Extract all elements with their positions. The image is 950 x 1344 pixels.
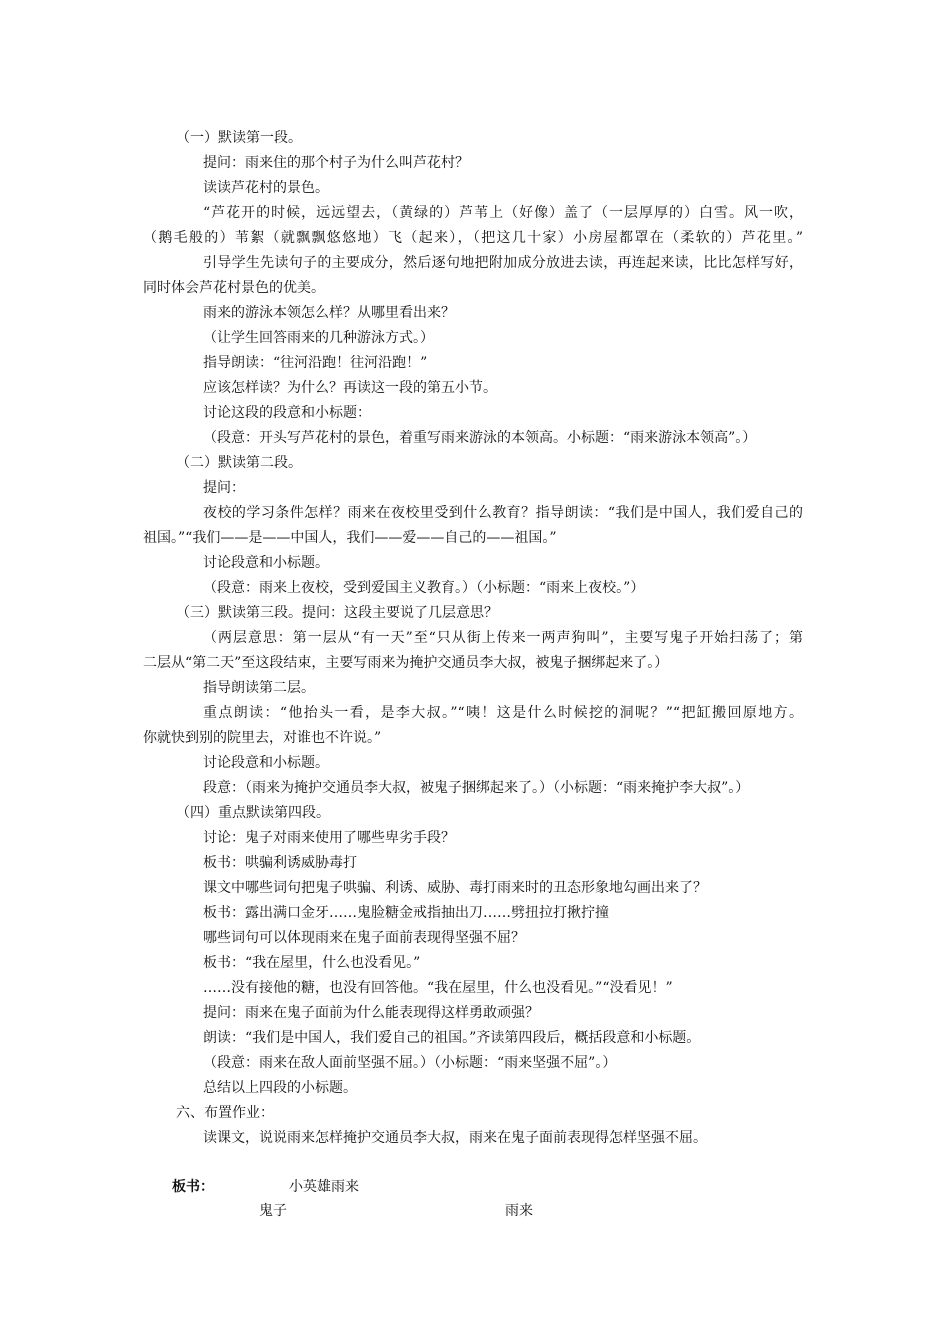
text-line: 二层从“第二天”至这段结束，主要写雨来为掩护交通员李大叔，被鬼子捆绑起来了。） <box>143 655 669 671</box>
text-line: 同时体会芦花村景色的优美。 <box>143 280 325 296</box>
text-line: （段意：雨来在敌人面前坚强不屈。）（小标题：“雨来坚强不屈”。） <box>203 1055 617 1071</box>
text-line: （三）默读第三段。提问：这段主要说了几层意思？ <box>176 605 498 621</box>
text-line: 读课文，说说雨来怎样掩护交通员李大叔，雨来在鬼子面前表现得怎样坚强不屈。 <box>203 1130 707 1146</box>
text-line: 朗读：“我们是中国人，我们爱自己的祖国。”齐读第四段后，概括段意和小标题。 <box>203 1030 701 1046</box>
text-line: 课文中哪些词句把鬼子哄骗、利诱、威胁、毒打雨来时的丑态形象地勾画出来了？ <box>203 880 707 896</box>
text-line: 总结以上四段的小标题。 <box>203 1080 357 1096</box>
board-label: 板书： <box>172 1179 214 1195</box>
text-line: （段意：开头写芦花村的景色，着重写雨来游泳的本领高。小标题：“雨来游泳本领高”。） <box>203 430 757 446</box>
text-line: 引导学生先读句子的主要成分，然后逐句地把附加成分放进去读，再连起来读，比比怎样写好， <box>203 255 803 271</box>
text-line: （二）默读第二段。 <box>176 455 302 471</box>
text-line: 提问：雨来在鬼子面前为什么能表现得这样勇敢顽强？ <box>203 1005 539 1021</box>
text-line: （让学生回答雨来的几种游泳方式。） <box>203 330 434 346</box>
text-line: 板书：“我在屋里，什么也没看见。” <box>203 955 421 971</box>
text-line: 读读芦花村的景色。 <box>203 180 329 196</box>
text-line: 你就快到别的院里去，对谁也不许说。” <box>143 730 382 746</box>
text-line: 提问：雨来住的那个村子为什么叫芦花村？ <box>203 155 469 171</box>
text-line: （段意：雨来上夜校，受到爱国主义教育。）（小标题：“雨来上夜校。”） <box>203 580 645 596</box>
text-line: 指导朗读：“往河沿跑！往河沿跑！” <box>203 355 428 371</box>
text-line: （两层意思：第一层从“有一天”至“只从街上传来一两声狗叫”，主要写鬼子开始扫荡了；第 <box>203 630 803 646</box>
text-line: 祖国。”“我们——是——中国人，我们——爱——自己的——祖国。” <box>143 530 557 546</box>
text-line: 雨来的游泳本领怎么样？从哪里看出来？ <box>203 305 455 321</box>
text-line: ……没有接他的糖，也没有回答他。“我在屋里，什么也没看见。”“没看见！” <box>203 980 673 996</box>
text-line: “芦花开的时候，远远望去，（黄绿的）芦苇上（好像）盖了（一层厚厚的）白雪。风一吹， <box>203 205 803 221</box>
board-right-label: 雨来 <box>505 1203 533 1219</box>
board-left-label: 鬼子 <box>259 1203 287 1219</box>
text-line: 段意：（雨来为掩护交通员李大叔，被鬼子捆绑起来了。）（小标题：“雨来掩护李大叔”。） <box>203 780 750 796</box>
text-line: 哪些词句可以体现雨来在鬼子面前表现得坚强不屈？ <box>203 930 525 946</box>
text-line: 板书：露出满口金牙……鬼脸糖金戒指抽出刀……劈扭拉打揪拧撞 <box>203 905 609 921</box>
text-line: 讨论这段的段意和小标题： <box>203 405 371 421</box>
text-line: 提问： <box>203 480 245 496</box>
text-line: 板书：哄骗利诱威胁毒打 <box>203 855 357 871</box>
text-line: （鹅毛般的）苇絮（就飘飘悠悠地）飞（起来），（把这几十家）小房屋都罩在（柔软的）芦花里。” <box>143 230 803 246</box>
board-title: 小英雄雨来 <box>289 1179 359 1195</box>
text-line: （一）默读第一段。 <box>176 130 302 146</box>
section-heading: 六、布置作业： <box>176 1105 274 1121</box>
text-line: 讨论：鬼子对雨来使用了哪些卑劣手段？ <box>203 830 455 846</box>
text-line: （四）重点默读第四段。 <box>176 805 330 821</box>
text-line: 指导朗读第二层。 <box>203 680 315 696</box>
text-line: 讨论段意和小标题。 <box>203 555 329 571</box>
text-line: 夜校的学习条件怎样？雨来在夜校里受到什么教育？指导朗读：“我们是中国人，我们爱自己的 <box>203 505 803 521</box>
text-line: 重点朗读：“他抬头一看，是李大叔。”“咦！这是什么时候挖的洞呢？”“把缸搬回原地方。 <box>203 705 803 721</box>
text-line: 讨论段意和小标题。 <box>203 755 329 771</box>
text-line: 应该怎样读？为什么？再读这一段的第五小节。 <box>203 380 497 396</box>
